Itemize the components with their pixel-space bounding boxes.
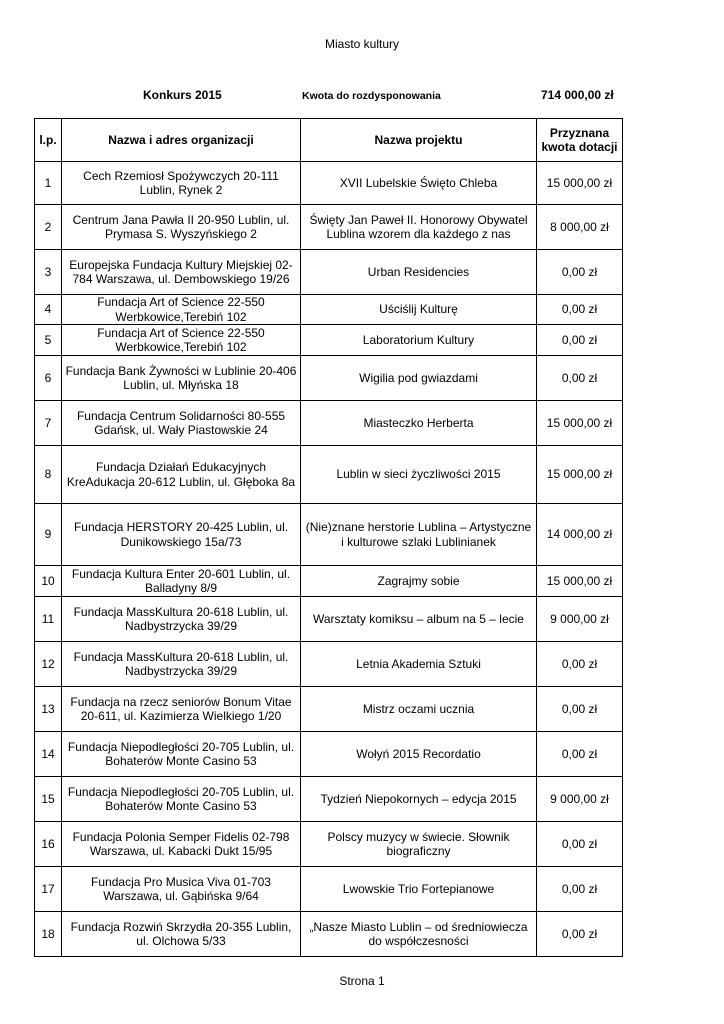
row-project: Zagrajmy sobie [301,566,537,597]
contest-name: Konkurs 2015 [143,88,222,102]
row-project: Wołyń 2015 Recordatio [301,732,537,777]
row-project: Urban Residencies [301,250,537,295]
row-lp: 4 [35,295,62,325]
table-row [35,687,623,732]
column-header-grant: Przyznana kwota dotacji [537,119,623,162]
row-organization: Cech Rzemiosł Spożywczych 20-111 Lublin, Rynek 2 [62,162,301,205]
row-lp: 16 [35,822,62,867]
row-lp: 17 [35,867,62,912]
row-organization: Fundacja Centrum Solidarności 80-555 Gdańsk, ul. Wały Piastowskie 24 [62,401,301,446]
row-lp: 12 [35,642,62,687]
row-lp: 5 [35,325,62,356]
row-grant: 8 000,00 zł [537,205,623,250]
page-number: Strona 1 [339,974,385,988]
table-row [35,325,623,356]
row-project: Święty Jan Paweł II. Honorowy Obywatel Lublina wzorem dla każdego z nas [301,205,537,250]
table-row [35,822,623,867]
amount-value: 714 000,00 zł [541,88,614,102]
row-lp: 8 [35,446,62,504]
row-grant: 15 000,00 zł [537,566,623,597]
row-project: Tydzień Niepokornych – edycja 2015 [301,777,537,822]
amount-label: Kwota do rozdysponowania [302,90,441,102]
row-lp: 14 [35,732,62,777]
row-grant: 15 000,00 zł [537,446,623,504]
table-row [35,504,623,566]
table-row [35,732,623,777]
table-row [35,642,623,687]
row-project: Uściślij Kulturę [301,295,537,325]
table-row [35,446,623,504]
table-row [35,295,623,325]
column-header-project: Nazwa projektu [301,119,537,162]
row-lp: 7 [35,401,62,446]
contest-summary [0,88,724,104]
row-project: (Nie)znane herstorie Lublina – Artystyczne i kulturowe szlaki Lublinianek [301,504,537,566]
row-project: Letnia Akademia Sztuki [301,642,537,687]
row-lp: 13 [35,687,62,732]
table-row [35,912,623,957]
row-lp: 18 [35,912,62,957]
row-project: Warsztaty komiksu – album na 5 – lecie [301,597,537,642]
table-row [35,777,623,822]
row-grant: 0,00 zł [537,822,623,867]
row-lp: 1 [35,162,62,205]
row-organization: Fundacja HERSTORY 20-425 Lublin, ul. Dunikowskiego 15a/73 [62,504,301,566]
row-organization: Fundacja Polonia Semper Fidelis 02-798 Warszawa, ul. Kabacki Dukt 15/95 [62,822,301,867]
row-grant: 9 000,00 zł [537,777,623,822]
row-project: Lwowskie Trio Fortepianowe [301,867,537,912]
row-lp: 9 [35,504,62,566]
row-grant: 0,00 zł [537,325,623,356]
row-lp: 11 [35,597,62,642]
row-organization: Fundacja MassKultura 20-618 Lublin, ul. Nadbystrzycka 39/29 [62,597,301,642]
row-project: „Nasze Miasto Lublin – od średniowiecza do współczesności [301,912,537,957]
column-header-lp: l.p. [35,119,62,162]
row-project: Wigilia pod gwiazdami [301,356,537,401]
grants-table [34,118,623,957]
row-grant: 0,00 zł [537,642,623,687]
row-lp: 2 [35,205,62,250]
table-row [35,250,623,295]
row-organization: Fundacja Kultura Enter 20-601 Lublin, ul. Balladyny 8/9 [62,566,301,597]
row-grant: 0,00 zł [537,732,623,777]
row-grant: 0,00 zł [537,867,623,912]
table-row [35,401,623,446]
row-organization: Fundacja Pro Musica Viva 01-703 Warszawa, ul. Gąbińska 9/64 [62,867,301,912]
table-row [35,867,623,912]
row-grant: 0,00 zł [537,912,623,957]
row-grant: 14 000,00 zł [537,504,623,566]
row-organization: Fundacja Rozwiń Skrzydła 20-355 Lublin, ul. Olchowa 5/33 [62,912,301,957]
row-grant: 15 000,00 zł [537,162,623,205]
row-grant: 0,00 zł [537,356,623,401]
row-project: Polscy muzycy w świecie. Słownik biograficzny [301,822,537,867]
row-lp: 15 [35,777,62,822]
row-organization: Fundacja Bank Żywności w Lublinie 20-406 Lublin, ul. Młyńska 18 [62,356,301,401]
row-lp: 10 [35,566,62,597]
row-project: Miasteczko Herberta [301,401,537,446]
table-row [35,205,623,250]
row-organization: Fundacja MassKultura 20-618 Lublin, ul. Nadbystrzycka 39/29 [62,642,301,687]
row-organization: Fundacja Działań Edukacyjnych KreAdukacja 20-612 Lublin, ul. Głęboka 8a [62,446,301,504]
row-grant: 9 000,00 zł [537,597,623,642]
row-organization: Fundacja Niepodległości 20-705 Lublin, ul. Bohaterów Monte Casino 53 [62,777,301,822]
row-organization: Fundacja Niepodległości 20-705 Lublin, ul. Bohaterów Monte Casino 53 [62,732,301,777]
row-grant: 15 000,00 zł [537,401,623,446]
row-lp: 3 [35,250,62,295]
row-organization: Fundacja Art of Science 22-550 Werbkowice,Terebiń 102 [62,295,301,325]
row-lp: 6 [35,356,62,401]
table-header-row [35,119,623,162]
row-project: Lublin w sieci życzliwości 2015 [301,446,537,504]
table-row [35,566,623,597]
row-project: XVII Lubelskie Święto Chleba [301,162,537,205]
page-header-title: Miasto kultury [324,37,400,51]
table-row [35,597,623,642]
row-project: Laboratorium Kultury [301,325,537,356]
row-grant: 0,00 zł [537,295,623,325]
row-organization: Fundacja Art of Science 22-550 Werbkowice,Terebiń 102 [62,325,301,356]
row-organization: Europejska Fundacja Kultury Miejskiej 02-784 Warszawa, ul. Dembowskiego 19/26 [62,250,301,295]
table-row [35,162,623,205]
row-grant: 0,00 zł [537,250,623,295]
row-organization: Fundacja na rzecz seniorów Bonum Vitae 20-611, ul. Kazimierza Wielkiego 1/20 [62,687,301,732]
row-project: Mistrz oczami ucznia [301,687,537,732]
row-grant: 0,00 zł [537,687,623,732]
column-header-organization: Nazwa i adres organizacji [62,119,301,162]
row-organization: Centrum Jana Pawła II 20-950 Lublin, ul. Prymasa S. Wyszyńskiego 2 [62,205,301,250]
table-row [35,356,623,401]
